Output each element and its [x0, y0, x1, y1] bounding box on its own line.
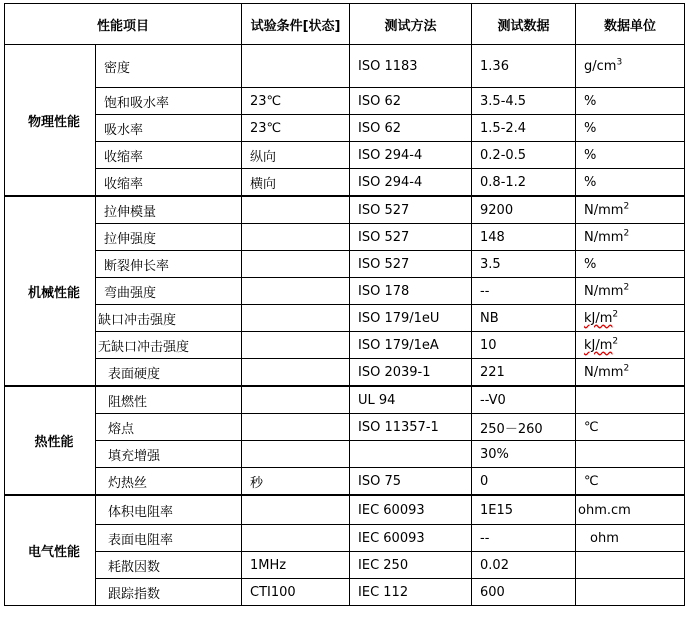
condition-cell [242, 386, 350, 414]
method-cell: ISO 178 [350, 278, 472, 305]
unit-cell [576, 552, 685, 579]
value-cell: NB [472, 305, 576, 332]
unit-text: % [584, 147, 597, 163]
value-cell: 9200 [472, 196, 576, 224]
property-cell: 灼热丝 [96, 468, 242, 496]
property-cell: 拉伸模量 [96, 196, 242, 224]
value-cell: -- [472, 278, 576, 305]
value-cell: 3.5-4.5 [472, 88, 576, 115]
header-value: 测试数据 [472, 4, 576, 45]
value-cell: 10 [472, 332, 576, 359]
table-row [5, 359, 685, 387]
value-cell: -- [472, 525, 576, 552]
unit-cell [576, 142, 685, 169]
property-cell: 饱和吸水率 [96, 88, 242, 115]
category-cell: 电气性能 [5, 495, 96, 606]
value-cell: 1.36 [472, 45, 576, 88]
condition-cell [242, 495, 350, 525]
condition-cell [242, 196, 350, 224]
unit-cell [576, 278, 685, 305]
table-row [5, 251, 685, 278]
property-cell: 无缺口冲击强度 [96, 332, 242, 359]
method-cell: ISO 527 [350, 196, 472, 224]
unit-superscript: 2 [623, 201, 630, 212]
condition-cell [242, 441, 350, 468]
unit-cell [576, 468, 685, 496]
method-cell: ISO 75 [350, 468, 472, 496]
unit-cell [576, 305, 685, 332]
condition-cell [242, 359, 350, 387]
property-cell: 收缩率 [96, 169, 242, 197]
unit-cell [576, 115, 685, 142]
header-condition: 试验条件[状态] [242, 4, 350, 45]
property-cell: 缺口冲击强度 [96, 305, 242, 332]
table-row [5, 525, 685, 552]
unit-cell [576, 196, 685, 224]
unit-text: kJ/m [584, 310, 613, 326]
property-cell: 阻燃性 [96, 386, 242, 414]
method-cell: ISO 62 [350, 115, 472, 142]
unit-text: % [584, 120, 597, 136]
property-cell: 表面电阻率 [96, 525, 242, 552]
property-cell: 表面硬度 [96, 359, 242, 387]
property-cell: 耗散因数 [96, 552, 242, 579]
method-cell: IEC 60093 [350, 495, 472, 525]
unit-text: kJ/m [584, 337, 613, 353]
method-cell: ISO 527 [350, 251, 472, 278]
method-cell: ISO 11357-1 [350, 414, 472, 441]
unit-text: % [584, 93, 597, 109]
condition-cell: 纵向 [242, 142, 350, 169]
method-cell: ISO 294-4 [350, 169, 472, 197]
unit-text: N/mm [584, 229, 624, 245]
unit-text: ohm.cm [578, 502, 631, 518]
unit-superscript: 2 [612, 336, 619, 347]
unit-text: ℃ [584, 419, 599, 435]
method-cell: ISO 62 [350, 88, 472, 115]
property-cell: 填充增强 [96, 441, 242, 468]
value-cell: 250－260 [472, 414, 576, 441]
unit-text: N/mm [584, 364, 624, 380]
table-row [5, 386, 685, 414]
value-cell: 600 [472, 579, 576, 606]
unit-superscript: 2 [623, 282, 630, 293]
table-row [5, 332, 685, 359]
unit-superscript: 3 [616, 57, 623, 68]
unit-text: N/mm [584, 283, 624, 299]
method-cell: ISO 2039-1 [350, 359, 472, 387]
value-cell: 0 [472, 468, 576, 496]
table-row [5, 142, 685, 169]
unit-text: % [584, 256, 597, 272]
value-cell: --V0 [472, 386, 576, 414]
property-cell: 弯曲强度 [96, 278, 242, 305]
property-cell: 跟踪指数 [96, 579, 242, 606]
table-row [5, 414, 685, 441]
unit-text: g/cm [584, 58, 617, 74]
header-unit: 数据单位 [576, 4, 685, 45]
unit-cell [576, 251, 685, 278]
property-cell: 拉伸强度 [96, 224, 242, 251]
table-row [5, 278, 685, 305]
condition-cell: 秒 [242, 468, 350, 496]
table-row [5, 579, 685, 606]
unit-text: % [584, 174, 597, 190]
unit-cell [576, 332, 685, 359]
condition-cell: 1MHz [242, 552, 350, 579]
unit-cell [576, 359, 685, 387]
value-cell: 0.02 [472, 552, 576, 579]
unit-text: ohm [590, 530, 619, 546]
method-cell: IEC 250 [350, 552, 472, 579]
condition-cell [242, 224, 350, 251]
properties-table [4, 3, 685, 606]
condition-cell [242, 332, 350, 359]
method-cell: ISO 527 [350, 224, 472, 251]
method-cell [350, 441, 472, 468]
table-row [5, 495, 685, 525]
unit-cell [576, 525, 685, 552]
method-cell: ISO 294-4 [350, 142, 472, 169]
category-cell: 机械性能 [5, 196, 96, 386]
unit-cell [576, 88, 685, 115]
header-method: 测试方法 [350, 4, 472, 45]
property-cell: 体积电阻率 [96, 495, 242, 525]
table-row [5, 305, 685, 332]
unit-text: ℃ [584, 473, 599, 489]
method-cell: IEC 60093 [350, 525, 472, 552]
unit-cell [576, 386, 685, 414]
table-row [5, 45, 685, 88]
condition-cell [242, 525, 350, 552]
unit-cell [576, 414, 685, 441]
property-cell: 熔点 [96, 414, 242, 441]
header-property: 性能项目 [5, 4, 242, 45]
method-cell: UL 94 [350, 386, 472, 414]
property-cell: 收缩率 [96, 142, 242, 169]
table-row [5, 88, 685, 115]
value-cell: 1.5-2.4 [472, 115, 576, 142]
table-body [5, 45, 685, 606]
condition-cell [242, 251, 350, 278]
table-row [5, 468, 685, 496]
method-cell: ISO 179/1eU [350, 305, 472, 332]
unit-cell [576, 441, 685, 468]
table-row [5, 169, 685, 197]
unit-cell [576, 495, 685, 525]
value-cell: 0.8-1.2 [472, 169, 576, 197]
value-cell: 1E15 [472, 495, 576, 525]
table-row [5, 196, 685, 224]
unit-cell [576, 579, 685, 606]
unit-cell [576, 45, 685, 88]
table-row [5, 224, 685, 251]
table-row [5, 115, 685, 142]
table-row [5, 441, 685, 468]
unit-superscript: 2 [623, 228, 630, 239]
category-cell: 物理性能 [5, 45, 96, 197]
value-cell: 221 [472, 359, 576, 387]
property-cell: 密度 [96, 45, 242, 88]
method-cell: IEC 112 [350, 579, 472, 606]
header-row [5, 4, 685, 45]
condition-cell: 横向 [242, 169, 350, 197]
value-cell: 3.5 [472, 251, 576, 278]
unit-text: N/mm [584, 202, 624, 218]
unit-cell [576, 169, 685, 197]
unit-superscript: 2 [612, 309, 619, 320]
unit-superscript: 2 [623, 363, 630, 374]
value-cell: 30% [472, 441, 576, 468]
condition-cell [242, 305, 350, 332]
category-cell: 热性能 [5, 386, 96, 495]
condition-cell [242, 414, 350, 441]
condition-cell: 23℃ [242, 115, 350, 142]
method-cell: ISO 1183 [350, 45, 472, 88]
table-row [5, 552, 685, 579]
condition-cell [242, 45, 350, 88]
value-cell: 148 [472, 224, 576, 251]
condition-cell [242, 278, 350, 305]
condition-cell: CTI100 [242, 579, 350, 606]
method-cell: ISO 179/1eA [350, 332, 472, 359]
value-cell: 0.2-0.5 [472, 142, 576, 169]
unit-cell [576, 224, 685, 251]
property-cell: 断裂伸长率 [96, 251, 242, 278]
condition-cell: 23℃ [242, 88, 350, 115]
property-cell: 吸水率 [96, 115, 242, 142]
